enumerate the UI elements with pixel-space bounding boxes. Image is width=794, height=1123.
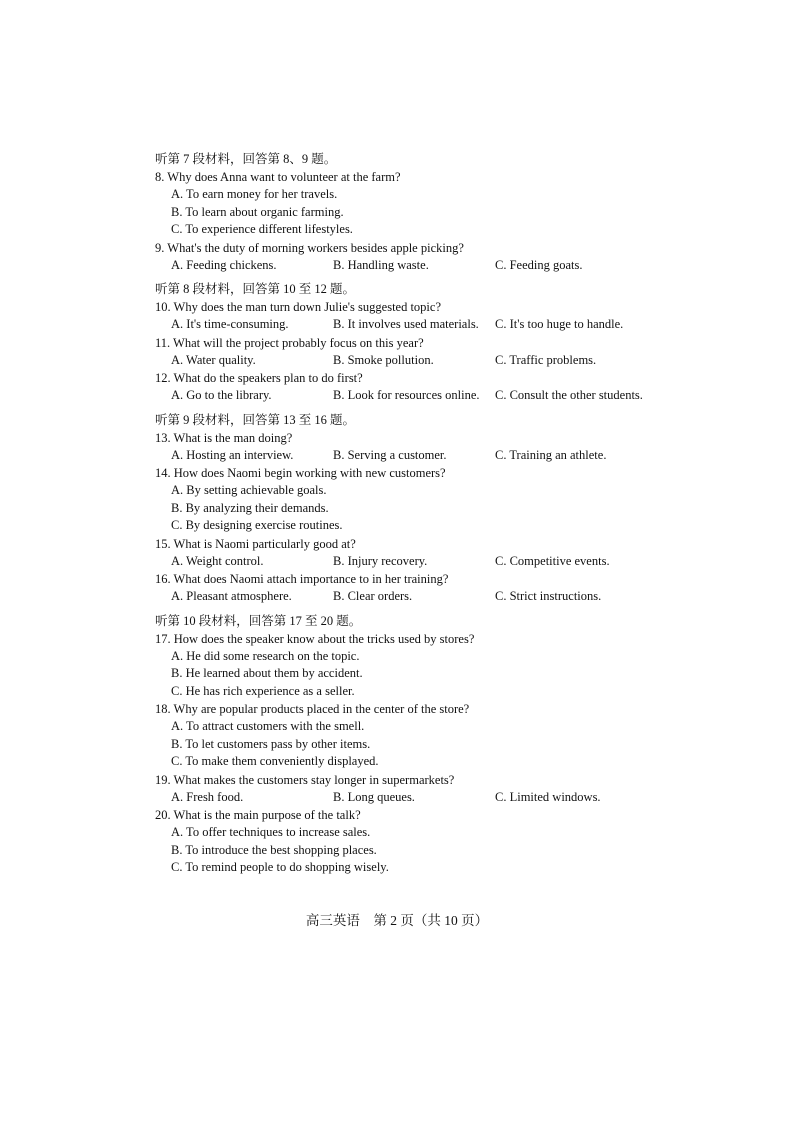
section-header: 听第 8 段材料，回答第 10 至 12 题。	[155, 282, 356, 296]
option-b: B. Long queues.	[333, 789, 415, 804]
question-text: 19. What makes the customers stay longer in supermarkets?	[155, 772, 455, 787]
options	[155, 553, 655, 571]
option-a: A. Pleasant atmosphere.	[171, 589, 292, 603]
section-passage-7	[155, 150, 655, 274]
question-text: 11. What will the project probably focus on this year?	[155, 335, 424, 350]
option-a: A. To earn money for her travels.	[171, 187, 338, 201]
option-a: A. By setting achievable goals.	[171, 483, 327, 497]
question-text: 16. What does Naomi attach importance to in her training?	[155, 572, 449, 586]
question-11	[155, 334, 655, 370]
question-16	[155, 570, 655, 606]
option-b: B. Look for resources online.	[333, 388, 480, 402]
option-c: C. By designing exercise routines.	[171, 518, 343, 532]
section-passage-9	[155, 411, 655, 606]
options	[155, 588, 655, 606]
question-9	[155, 239, 655, 275]
option-b: B. To let customers pass by other items.	[171, 736, 371, 751]
section-header: 听第 10 段材料，回答第 17 至 20 题。	[155, 613, 362, 628]
question-13	[155, 429, 655, 465]
question-text: 15. What is Naomi particularly good at?	[155, 536, 356, 551]
option-c: C. To experience different lifestyles.	[171, 222, 353, 236]
option-b: B. Serving a customer.	[333, 447, 447, 462]
question-text: 13. What is the man doing?	[155, 430, 293, 445]
option-a: A. To offer techniques to increase sales.	[171, 825, 371, 839]
option-a: A. He did some research on the topic.	[171, 648, 360, 663]
option-c: C. Traffic problems.	[495, 352, 597, 367]
question-text: 10. Why does the man turn down Julie's suggested topic?	[155, 300, 442, 314]
question-15	[155, 535, 655, 571]
page-footer: 高三英语 第 2 页（共 10 页）	[305, 913, 489, 928]
question-text: 14. How does Naomi begin working with new customers?	[155, 466, 446, 480]
options	[155, 257, 655, 275]
question-20	[155, 806, 655, 877]
section-header: 听第 9 段材料，回答第 13 至 16 题。	[155, 412, 356, 427]
option-b: B. To introduce the best shopping places.	[171, 842, 377, 857]
options	[155, 387, 655, 405]
option-c: C. Strict instructions.	[495, 589, 602, 603]
option-c: C. To remind people to do shopping wisely.	[171, 860, 389, 874]
question-text: 12. What do the speakers plan to do first?	[155, 371, 363, 385]
option-c: C. Feeding goats.	[495, 257, 583, 272]
option-a: A. Hosting an interview.	[171, 447, 294, 462]
option-c: C. To make them conveniently displayed.	[171, 754, 379, 768]
option-b: B. By analyzing their demands.	[171, 500, 329, 515]
option-b: B. Handling waste.	[333, 257, 429, 272]
option-a: A. Fresh food.	[171, 789, 244, 804]
question-text: 8. Why does Anna want to volunteer at the farm?	[155, 170, 401, 184]
question-text: 17. How does the speaker know about the tricks used by stores?	[155, 631, 475, 646]
question-text: 20. What is the main purpose of the talk?	[155, 808, 361, 822]
options	[155, 447, 655, 465]
listening-questions	[155, 150, 655, 877]
question-text: 18. Why are popular products placed in the center of the store?	[155, 702, 470, 716]
option-a: A. To attract customers with the smell.	[171, 719, 365, 733]
question-8	[155, 168, 655, 239]
option-a: A. Weight control.	[171, 553, 264, 568]
option-b: B. Injury recovery.	[333, 553, 428, 568]
options	[155, 824, 655, 877]
option-c: C. Limited windows.	[495, 789, 601, 804]
options	[155, 186, 655, 239]
option-b: B. Clear orders.	[333, 589, 413, 603]
question-14	[155, 464, 655, 535]
question-10	[155, 298, 655, 334]
options	[155, 316, 655, 334]
question-12	[155, 369, 655, 405]
option-c: C. Training an athlete.	[495, 447, 607, 462]
option-b: B. To learn about organic farming.	[171, 204, 344, 219]
options	[155, 352, 655, 370]
options	[155, 648, 655, 701]
options	[155, 789, 655, 807]
option-b: B. He learned about them by accident.	[171, 666, 363, 680]
options	[155, 718, 655, 771]
option-b: B. It involves used materials.	[333, 317, 479, 331]
option-a: A. Go to the library.	[171, 388, 272, 402]
option-b: B. Smoke pollution.	[333, 352, 434, 367]
option-c: C. It's too huge to handle.	[495, 317, 624, 331]
question-17	[155, 630, 655, 701]
option-c: C. Competitive events.	[495, 553, 610, 568]
question-text: 9. What's the duty of morning workers besides apple picking?	[155, 240, 464, 255]
option-a: A. Feeding chickens.	[171, 257, 277, 272]
section-passage-10	[155, 612, 655, 877]
option-c: C. Consult the other students.	[495, 388, 643, 402]
section-header: 听第 7 段材料，回答第 8、9 题。	[155, 152, 337, 166]
option-a: A. Water quality.	[171, 352, 256, 367]
option-c: C. He has rich experience as a seller.	[171, 683, 355, 698]
question-18	[155, 700, 655, 771]
section-passage-8	[155, 280, 655, 405]
options	[155, 482, 655, 535]
question-19	[155, 771, 655, 807]
option-a: A. It's time-consuming.	[171, 317, 289, 331]
